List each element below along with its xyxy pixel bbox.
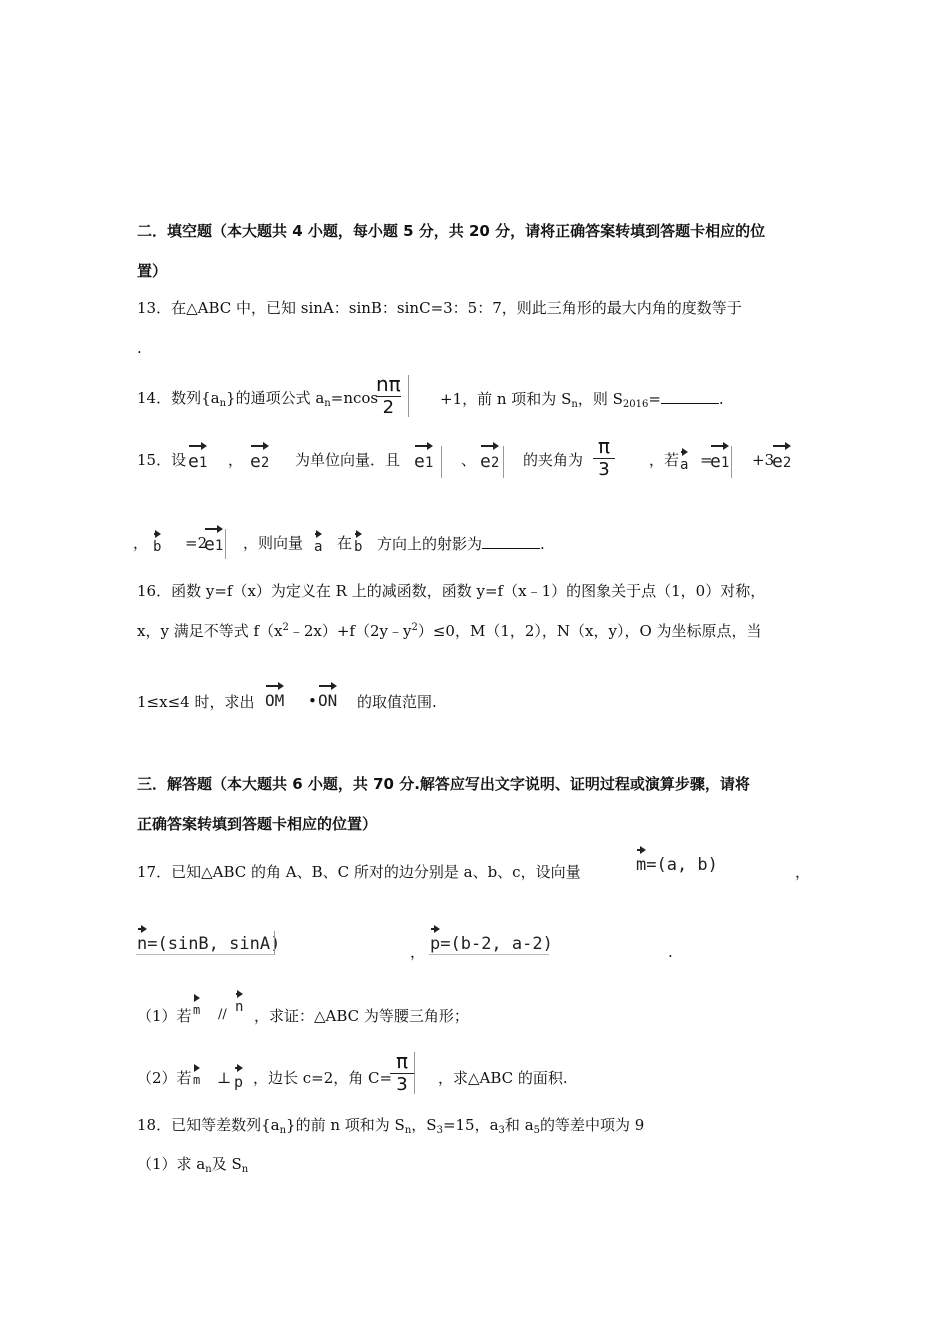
question-13-text: 13．在△ABC 中，已知 sinA：sinB：sinC=3：5：7，则此三角形的最大内角的度数等于: [137, 299, 742, 317]
section-2-title-line1: 二．填空题（本大题共 4 小题，每小题 5 分，共 20 分，请将正确答案转填到答题卡相应的位: [137, 222, 766, 240]
vector-a-symbol: a: [680, 448, 688, 474]
section-2-title-line2: 置）: [137, 262, 168, 280]
vector-e1-symbol: e1: [204, 525, 223, 556]
question-14-suffix: +1，前 n 项和为 $S_n$，则 $S_{2016}=$ .: [440, 390, 724, 410]
vector-p-equation: p=(b-2, a-2): [430, 925, 553, 954]
vector-e1-symbol: e1: [710, 442, 729, 473]
vector-om-symbol: OM: [265, 682, 284, 710]
vector-on-symbol: ON: [318, 682, 337, 710]
question-15-fraction: π 3: [593, 436, 615, 479]
question-16-line3-prefix: 1≤x≤4 时，求出: [137, 693, 255, 711]
vector-n-equation: n=(sinB, sinA): [137, 925, 280, 954]
question-17-fraction: π 3: [390, 1051, 414, 1094]
vector-m-equation: m=(a, b): [636, 846, 718, 875]
question-18-part1: （1）求 $a_n$及 $S_n$: [137, 1155, 249, 1175]
question-15-then-text: ，则向量: [243, 534, 304, 552]
vector-b-symbol: b: [354, 530, 362, 556]
question-17-text: 17．已知△ABC 的角 A、B、C 所对的边分别是 a、b、c，设向量: [137, 863, 581, 881]
section-3-title-line1: 三．解答题（本大题共 6 小题，共 70 分.解答应写出文字说明、证明过程或演算步骤，请将: [137, 775, 750, 793]
vector-e2-symbol: e2: [480, 442, 499, 473]
vector-p-symbol: p: [234, 1064, 243, 1091]
question-16-line3-suffix: 的取值范围.: [357, 693, 437, 711]
question-15-unit-text: 为单位向量．且: [295, 451, 401, 469]
question-17-part1-prefix: （1）若: [137, 1007, 192, 1025]
question-15-direction-text: 方向上的射影为 .: [377, 535, 545, 553]
question-17-part1-suffix: ，求证：△ABC 为等腰三角形；: [254, 1007, 469, 1025]
question-16-line2: x，y 满足不等式 $f(x^2﹣2x)+f(2y﹣y^2)\le 0$，M（1，2），N（x，y），O 为坐标原点，当: [137, 622, 762, 640]
question-18-text: 18．已知等差数列$\{a_n\}$的前 n 项和为 $S_n$，$S_3=15$，$a_3$和 $a_5$的等差中项为 9: [137, 1116, 645, 1136]
vector-m-symbol: m: [193, 994, 200, 1017]
vector-e1-symbol: e1: [414, 442, 433, 473]
question-17-part2-suffix: ，求△ABC 的面积.: [438, 1069, 568, 1087]
question-15-angle-text: 的夹角为: [523, 451, 584, 469]
vector-m-symbol: m: [193, 1064, 200, 1087]
question-14-prefix: 14．数列$\{a_n\}$的通项公式 $a_n=ncos$: [137, 389, 379, 409]
vector-b-symbol: b: [153, 530, 161, 556]
question-17-part2-middle: ，边长 c=2，角 C=: [253, 1069, 393, 1087]
vector-n-symbol: n: [235, 990, 243, 1016]
question-15-label: 15．设: [137, 451, 187, 469]
question-17-part2-prefix: （2）若: [137, 1069, 192, 1087]
question-16-line1: 16．函数 y=f（x）为定义在 R 上的减函数，函数 y=f（x﹣1）的图象关于点（1，0）对称，: [137, 582, 766, 600]
question-13-dot: .: [137, 339, 142, 357]
vector-e2-symbol: e2: [250, 442, 269, 473]
vector-a-symbol: a: [314, 530, 322, 556]
vector-e2-symbol: e2: [772, 442, 791, 473]
vector-e1-symbol: e1: [188, 442, 207, 473]
question-14-fraction: nπ 2: [376, 372, 401, 418]
section-3-title-line2: 正确答案转填到答题卡相应的位置）: [137, 815, 378, 833]
